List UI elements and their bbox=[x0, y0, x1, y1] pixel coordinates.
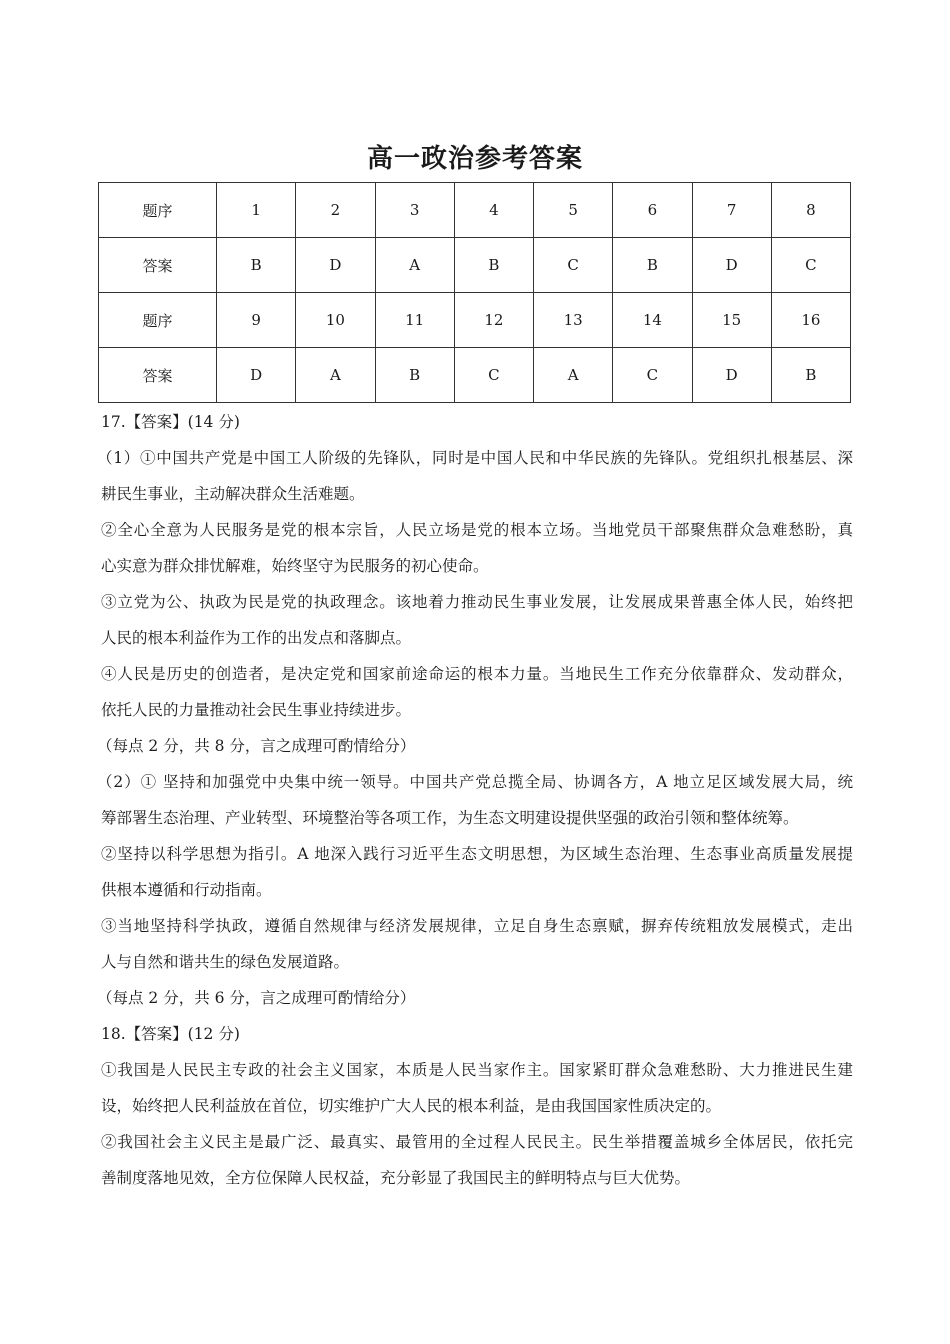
table-cell: 14 bbox=[613, 293, 692, 348]
table-cell: 2 bbox=[296, 183, 375, 238]
table-cell: C bbox=[771, 238, 850, 293]
table-cell: D bbox=[692, 348, 771, 403]
table-cell: 7 bbox=[692, 183, 771, 238]
table-cell: A bbox=[296, 348, 375, 403]
table-cell: 15 bbox=[692, 293, 771, 348]
q17-part1-line: ②全心全意为人民服务是党的根本宗旨，人民立场是党的根本立场。当地党员干部聚焦群众急难愁盼，真 bbox=[101, 521, 853, 539]
q18-line: ①我国是人民民主专政的社会主义国家，本质是人民当家作主。国家紧盯群众急难愁盼、大力推进民生建 bbox=[101, 1061, 853, 1079]
table-cell: C bbox=[613, 348, 692, 403]
table-row bbox=[99, 348, 851, 403]
q17-part2-line: ②坚持以科学思想为指引。A 地深入践行习近平生态文明思想，为区域生态治理、生态事业高质量发展提 bbox=[101, 845, 853, 863]
row-label: 题序 bbox=[99, 293, 217, 348]
table-cell: 1 bbox=[217, 183, 296, 238]
q17-part1-line: 人民的根本利益作为工作的出发点和落脚点。 bbox=[101, 629, 412, 647]
q17-part2-line: 人与自然和谐共生的绿色发展道路。 bbox=[101, 953, 350, 971]
q17-part1-scoring-note: （每点 2 分，共 8 分，言之成理可酌情给分） bbox=[97, 737, 416, 755]
table-cell: B bbox=[217, 238, 296, 293]
table-row bbox=[99, 293, 851, 348]
table-cell: 3 bbox=[375, 183, 454, 238]
table-cell: D bbox=[692, 238, 771, 293]
table-cell: 16 bbox=[771, 293, 850, 348]
table-cell: C bbox=[534, 238, 613, 293]
q17-part2-line: （2）① 坚持和加强党中央集中统一领导。中国共产党总揽全局、协调各方，A 地立足区域发展大局，统 bbox=[97, 773, 853, 791]
table-cell: 6 bbox=[613, 183, 692, 238]
table-cell: 10 bbox=[296, 293, 375, 348]
q18-line: 善制度落地见效，全方位保障人民权益，充分彰显了我国民主的鲜明特点与巨大优势。 bbox=[101, 1169, 691, 1187]
q17-part2-line: 筹部署生态治理、产业转型、环境整治等各项工作，为生态文明建设提供坚强的政治引领和整体统筹。 bbox=[101, 809, 799, 827]
table-cell: B bbox=[771, 348, 850, 403]
q17-part2-line: 供根本遵循和行动指南。 bbox=[101, 881, 272, 899]
q18-line: ②我国社会主义民主是最广泛、最真实、最管用的全过程人民民主。民生举措覆盖城乡全体居民，依托完 bbox=[101, 1133, 853, 1151]
table-cell: C bbox=[454, 348, 533, 403]
q17-part2-line: ③当地坚持科学执政，遵循自然规律与经济发展规律，立足自身生态禀赋，摒弃传统粗放发展模式，走出 bbox=[101, 917, 853, 935]
table-cell: 4 bbox=[454, 183, 533, 238]
table-cell: 9 bbox=[217, 293, 296, 348]
table-cell: 12 bbox=[454, 293, 533, 348]
table-cell: A bbox=[375, 238, 454, 293]
table-cell: 8 bbox=[771, 183, 850, 238]
table-cell: B bbox=[454, 238, 533, 293]
page-title: 高一政治参考答案 bbox=[366, 144, 583, 174]
q18-heading: 18.【答案】(12 分) bbox=[101, 1025, 240, 1043]
table-cell: D bbox=[296, 238, 375, 293]
answer-table bbox=[98, 182, 851, 403]
table-row bbox=[99, 183, 851, 238]
row-label: 答案 bbox=[99, 348, 217, 403]
q17-part2-scoring-note: （每点 2 分，共 6 分，言之成理可酌情给分） bbox=[97, 989, 416, 1007]
table-cell: 11 bbox=[375, 293, 454, 348]
table-cell: D bbox=[217, 348, 296, 403]
q18-line: 设，始终把人民利益放在首位，切实维护广大人民的根本利益，是由我国国家性质决定的。 bbox=[101, 1097, 722, 1115]
table-cell: B bbox=[613, 238, 692, 293]
q17-part1-line: 心实意为群众排忧解难，始终坚守为民服务的初心使命。 bbox=[101, 557, 489, 575]
q17-part1-line: ③立党为公、执政为民是党的执政理念。该地着力推动民生事业发展，让发展成果普惠全体人民，始终把 bbox=[101, 593, 853, 611]
row-label: 题序 bbox=[99, 183, 217, 238]
q17-part1-line: （1）①中国共产党是中国工人阶级的先锋队，同时是中国人民和中华民族的先锋队。党组织扎根基层、深 bbox=[97, 449, 853, 467]
answer-content bbox=[97, 404, 853, 1196]
q17-part1-line: ④人民是历史的创造者，是决定党和国家前途命运的根本力量。当地民生工作充分依靠群众、发动群众， bbox=[101, 665, 853, 683]
table-cell: A bbox=[534, 348, 613, 403]
table-cell: 5 bbox=[534, 183, 613, 238]
q17-part1-line: 依托人民的力量推动社会民生事业持续进步。 bbox=[101, 701, 412, 719]
table-cell: 13 bbox=[534, 293, 613, 348]
q17-heading: 17.【答案】(14 分) bbox=[101, 413, 240, 431]
row-label: 答案 bbox=[99, 238, 217, 293]
table-row bbox=[99, 238, 851, 293]
table-cell: B bbox=[375, 348, 454, 403]
q17-part1-line: 耕民生事业，主动解决群众生活难题。 bbox=[101, 485, 365, 503]
